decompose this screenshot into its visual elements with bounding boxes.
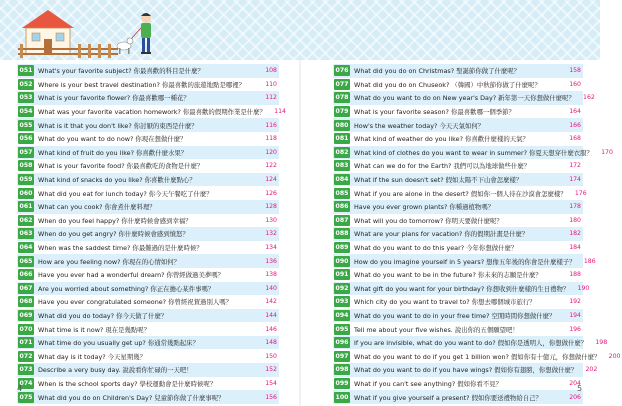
entry-title: Where is your best travel destination? 你最喜歡的旅遊地點是哪裡？: [38, 80, 246, 89]
entry-page-ref: 170: [601, 148, 613, 156]
entry-page-ref: 128: [265, 203, 277, 211]
entry-number-badge: 082: [335, 148, 349, 156]
entry-title: What can you cook? 你會煮什麼料理？: [38, 203, 156, 212]
toc-entry: [333, 282, 590, 296]
entry-page-ref: 150: [265, 352, 277, 360]
entry-title: When do you get angry? 你什麼時候會感到憤怒？: [38, 230, 189, 239]
entry-title: What kind of snacks do you like? 你喜歡什麼點心？: [38, 176, 196, 185]
entry-page-ref: 110: [265, 80, 277, 88]
entry-title: What is your favorite season? 你最喜歡哪一個季節？: [354, 108, 515, 117]
toc-entry: [333, 227, 583, 241]
toc-entry: [333, 105, 583, 119]
entry-number-badge: 080: [335, 121, 349, 129]
entry-page-ref: 116: [265, 121, 277, 129]
entry-number-badge: 073: [19, 366, 33, 374]
entry-title: What is it that you don't like? 你討厭的東西是什麼？: [38, 121, 198, 130]
toc-entry: [333, 309, 583, 323]
entry-page-ref: 132: [265, 230, 277, 238]
toc-entry: [17, 390, 279, 404]
entry-number-badge: 096: [335, 339, 349, 347]
entry-page-ref: 158: [569, 67, 581, 75]
entry-page-ref: 166: [569, 121, 581, 129]
toc-entry: [333, 91, 595, 105]
entry-number-badge: 071: [19, 339, 33, 347]
entry-title: What do you want to be in the future? 你未來的志願是什麼？: [354, 271, 542, 280]
entry-number-badge: 065: [19, 257, 33, 265]
entry-number-badge: 070: [19, 325, 33, 333]
entry-page-ref: 200: [608, 352, 621, 360]
entry-page-ref: 182: [569, 230, 581, 238]
entry-page-ref: 124: [265, 176, 277, 184]
toc-entry: [333, 200, 583, 214]
entry-number-badge: 085: [335, 189, 349, 197]
entry-title: When do you feel happy? 你什麼時候會感到幸福？: [38, 216, 192, 225]
entry-number-badge: 091: [335, 271, 349, 279]
toc-entry: [333, 295, 583, 309]
entry-title: Have you ever had a wonderful dream? 你曾經做過美夢嗎？: [38, 271, 225, 280]
toc-entry: [333, 173, 583, 187]
entry-page-ref: 130: [265, 216, 277, 224]
toc-entry: [333, 159, 583, 173]
entry-number-badge: 051: [19, 67, 33, 75]
entry-page-ref: 168: [569, 135, 581, 143]
toc-entry: [17, 377, 279, 391]
entry-page-ref: 176: [574, 189, 587, 197]
toc-entry: [333, 214, 583, 228]
toc-entry: [333, 186, 587, 200]
entry-title: What was your favorite vacation homework? 你最喜歡的假期作業是什麼？: [38, 108, 266, 117]
house-and-dog-walker-illustration: [18, 6, 168, 60]
entry-title: How are you feeling now? 你現在的心情如何？: [38, 257, 181, 266]
toc-entry: [333, 146, 613, 160]
entry-number-badge: 094: [335, 311, 349, 319]
entry-number-badge: 087: [335, 216, 349, 224]
entry-title: What do you want to do if you have wings? 假如你有翅膀，你想做什麼？: [354, 366, 578, 375]
entry-page-ref: 112: [265, 94, 277, 102]
entry-title: What kind of weather do you like? 你喜歡什麼樣的天氣？: [354, 135, 529, 144]
entry-page-ref: 194: [569, 311, 581, 319]
entry-number-badge: 097: [335, 352, 349, 360]
entry-title: What did you do on Chuseok? （韓國）中秋節你做了什麼呢？: [354, 80, 541, 89]
entry-page-ref: 108: [265, 67, 277, 75]
entry-title: What time is it now? 現在是幾點呢？: [38, 325, 151, 334]
entry-number-badge: 063: [19, 230, 33, 238]
entry-title: What's your favorite subject? 你最喜歡的科目是什麼？: [38, 67, 204, 76]
entry-number-badge: 079: [335, 108, 349, 116]
entry-title: What did you do on Children's Day? 兒童節你做了什麼事呢？: [38, 393, 225, 402]
entry-page-ref: 140: [265, 284, 277, 292]
entry-page-ref: 206: [569, 393, 581, 401]
entry-title: What kind of fruit do you like? 你喜歡什麼水果？: [38, 148, 188, 157]
toc-entry: [17, 227, 279, 241]
page-spine: [299, 60, 301, 406]
toc-entry: [17, 268, 279, 282]
toc-entry: [333, 254, 596, 268]
entry-number-badge: 100: [335, 393, 349, 401]
entry-title: What will you do tomorrow? 你明天要做什麼呢？: [354, 216, 503, 225]
entry-number-badge: 076: [335, 67, 349, 75]
entry-page-ref: 174: [569, 176, 581, 184]
entry-page-ref: 160: [569, 80, 581, 88]
entry-page-ref: 126: [265, 189, 277, 197]
entry-number-badge: 089: [335, 244, 349, 252]
entry-number-badge: 081: [335, 135, 349, 143]
toc-entry: [333, 78, 583, 92]
toc-entry: [17, 105, 286, 119]
entry-number-badge: 075: [19, 393, 33, 401]
toc-entry: [333, 118, 583, 132]
entry-title: What do you want to do this year? 今年你想做什麼？: [354, 244, 518, 253]
toc-entry: [17, 132, 279, 146]
toc-entry: [17, 322, 279, 336]
entry-page-ref: 138: [265, 271, 277, 279]
entry-title: What do you want to do on New year's Day? 新年第一天你想做什麼呢？: [354, 94, 575, 103]
page-number-left: 4: [17, 384, 23, 393]
toc-column-right: [333, 64, 621, 404]
entry-page-ref: 180: [569, 216, 581, 224]
toc-entry: [333, 363, 598, 377]
entry-number-badge: 083: [335, 162, 349, 170]
entry-title: What do you want to do if you get 1 billion won? 假如你有十億元，你想做什麼？: [354, 352, 601, 361]
entry-title: Have you ever congratulated someone? 你曾經祝賀過別人嗎？: [38, 298, 233, 307]
entry-title: Describe a very busy day. 說說看你忙碌的一天吧！: [38, 366, 193, 375]
entry-page-ref: 154: [265, 379, 277, 387]
toc-entry: [17, 254, 279, 268]
entry-page-ref: 148: [265, 339, 277, 347]
toc-entry: [333, 322, 583, 336]
entry-page-ref: 120: [265, 148, 277, 156]
entry-page-ref: 162: [583, 94, 595, 102]
entry-title: What if you give yourself a present? 假如你要送禮物給自己？: [354, 393, 542, 402]
entry-page-ref: 152: [265, 366, 277, 374]
toc-entry: [17, 241, 279, 255]
entry-number-badge: 066: [19, 271, 33, 279]
entry-number-badge: 068: [19, 298, 33, 306]
entry-page-ref: 142: [265, 298, 277, 306]
entry-number-badge: 053: [19, 94, 33, 102]
toc-entry: [333, 64, 583, 78]
page-number-right: 5: [577, 384, 583, 393]
entry-title: What if you can't see anything? 假如你看不見？: [354, 379, 502, 388]
entry-title: What did you do today? 你今天做了什麼？: [38, 311, 168, 320]
toc-column-left: [17, 64, 286, 404]
toc-entry: [17, 295, 279, 309]
entry-title: When was the saddest time? 你最難過的是什麼時候？: [38, 244, 203, 253]
entry-title: What can we do for the Earth? 我們可以為地球做些什麼？: [354, 162, 531, 171]
entry-number-badge: 060: [19, 189, 33, 197]
entry-number-badge: 074: [19, 379, 33, 387]
entry-number-badge: 062: [19, 216, 33, 224]
entry-title: What time do you usually get up? 你通常幾點起床？: [38, 339, 199, 348]
entry-number-badge: 088: [335, 230, 349, 238]
entry-number-badge: 059: [19, 176, 33, 184]
entry-number-badge: 055: [19, 121, 33, 129]
toc-entry: [17, 173, 279, 187]
entry-page-ref: 122: [265, 162, 277, 170]
entry-number-badge: 092: [335, 284, 349, 292]
entry-title: What did you do on Christmas? 聖誕節你做了什麼呢？: [354, 67, 521, 76]
entry-number-badge: 054: [19, 108, 33, 116]
toc-entry: [333, 390, 583, 404]
toc-entry: [333, 349, 621, 363]
entry-title: Which city do you want to travel to? 你想去哪個城市旅行？: [354, 298, 536, 307]
entry-number-badge: 093: [335, 298, 349, 306]
toc-entry: [17, 91, 279, 105]
entry-title: If you are invisible, what do you want to do? 假如你是透明人，你想做什麼？: [354, 339, 588, 348]
entry-number-badge: 072: [19, 352, 33, 360]
entry-page-ref: 198: [595, 339, 608, 347]
toc-entry: [17, 349, 279, 363]
entry-number-badge: 078: [335, 94, 349, 102]
entry-page-ref: 188: [569, 271, 581, 279]
toc-entry: [17, 64, 279, 78]
entry-page-ref: 136: [265, 257, 277, 265]
entry-number-badge: 057: [19, 148, 33, 156]
toc-entry: [333, 377, 583, 391]
entry-page-ref: 190: [577, 284, 590, 292]
entry-number-badge: 095: [335, 325, 349, 333]
toc-entry: [17, 78, 279, 92]
entry-page-ref: 204: [569, 379, 581, 387]
entry-title: What do you want to do in your free time? 空閒時間你想做什麼？: [354, 311, 556, 320]
entry-title: Are you worried about something? 你正在擔心某件事嗎？: [38, 284, 215, 293]
toc-entry: [17, 200, 279, 214]
entry-title: How's the weather today? 今天天氣如何？: [354, 121, 485, 130]
entry-title: What if you are alone in the desert? 假如你一個人待在沙漠會怎麼樣？: [354, 189, 567, 198]
entry-page-ref: 134: [265, 244, 277, 252]
entry-number-badge: 090: [335, 257, 349, 265]
entry-page-ref: 172: [569, 162, 581, 170]
toc-entry: [17, 186, 279, 200]
entry-title: What gift do you want for your birthday? 你想收到什麼樣的生日禮物？: [354, 284, 570, 293]
entry-page-ref: 118: [265, 135, 277, 143]
entry-page-ref: 114: [274, 108, 286, 116]
entry-page-ref: 144: [265, 311, 277, 319]
entry-title: What kind of clothes do you want to wear in summer? 你夏天想穿什麼衣服？: [354, 148, 593, 157]
entry-number-badge: 064: [19, 244, 33, 252]
entry-page-ref: 156: [265, 393, 277, 401]
entry-title: How do you imagine yourself in 5 years? 想像五年後的你會是什麼樣子？: [354, 257, 576, 266]
entry-number-badge: 067: [19, 284, 33, 292]
entry-number-badge: 099: [335, 379, 349, 387]
toc-entry: [333, 336, 608, 350]
entry-number-badge: 077: [335, 80, 349, 88]
entry-number-badge: 052: [19, 80, 33, 88]
entry-page-ref: 146: [265, 325, 277, 333]
entry-page-ref: 202: [585, 366, 598, 374]
entry-title: What if the sun doesn't set? 假如太陽不下山會怎麼樣？: [354, 176, 523, 185]
toc-entry: [333, 241, 583, 255]
entry-title: What are your plans for vacation? 你的假期計畫是什麼？: [354, 230, 529, 239]
entry-page-ref: 192: [569, 298, 581, 306]
entry-number-badge: 069: [19, 311, 33, 319]
entry-title: What did you eat for lunch today? 你今天午餐吃了什麼？: [38, 189, 213, 198]
entry-title: What is your favorite flower? 你最喜歡哪一種花？: [38, 94, 190, 103]
entry-title: Tell me about your five wishes. 說出你的五個願望吧！: [354, 325, 519, 334]
entry-title: When is the school sports day? 學校運動會是什麼時候呢？: [38, 379, 217, 388]
toc-entry: [17, 159, 279, 173]
toc-entry: [333, 132, 583, 146]
toc-entry: [17, 118, 279, 132]
entry-page-ref: 184: [569, 244, 581, 252]
entry-title: Have you ever grown plants? 你種過植物嗎？: [354, 203, 495, 212]
entry-page-ref: 164: [569, 108, 581, 116]
entry-number-badge: 058: [19, 162, 33, 170]
entry-page-ref: 196: [569, 325, 581, 333]
entry-title: What day is it today? 今天星期幾？: [38, 352, 146, 361]
toc-entry: [17, 282, 279, 296]
toc-entry: [333, 268, 583, 282]
toc-entry: [17, 336, 279, 350]
entry-title: What do you want to do now? 你現在想做什麼？: [38, 135, 187, 144]
entry-number-badge: 084: [335, 176, 349, 184]
entry-number-badge: 061: [19, 203, 33, 211]
entry-number-badge: 056: [19, 135, 33, 143]
entry-title: What is your favorite food? 你最喜歡吃的食物是什麼？: [38, 162, 204, 171]
toc-entry: [17, 309, 279, 323]
toc-entry: [17, 363, 279, 377]
entry-number-badge: 086: [335, 203, 349, 211]
entry-page-ref: 178: [569, 203, 581, 211]
toc-entry: [17, 146, 279, 160]
toc-entry: [17, 214, 279, 228]
entry-page-ref: 186: [583, 257, 596, 265]
entry-number-badge: 098: [335, 366, 349, 374]
